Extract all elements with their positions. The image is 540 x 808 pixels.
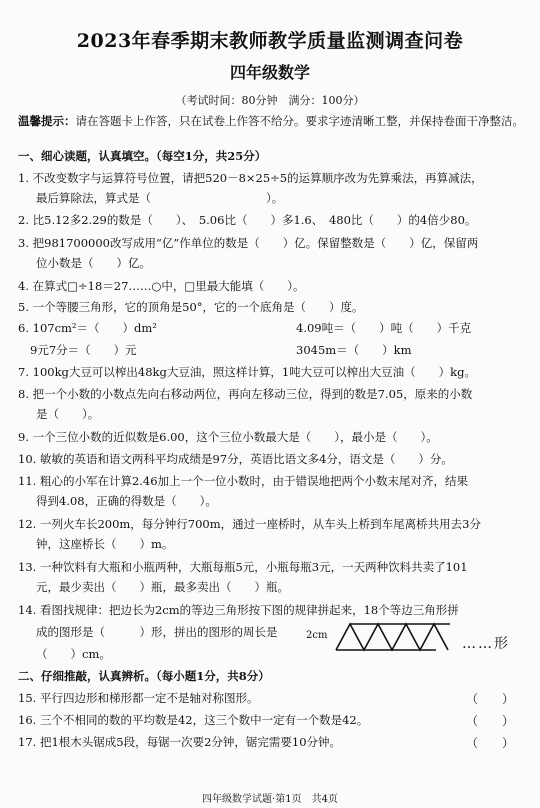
tip-paragraph <box>18 113 524 130</box>
q1-line2: 最后算除法，算式是（ ）。 <box>36 191 284 205</box>
q14-line3: （ ）cm。 <box>36 647 111 661</box>
q5: 5. 一个等腰三角形，它的顶角是50°，它的一个底角是（ ）度。 <box>18 300 364 314</box>
page-footer: 四年级数学试题·第1页 共4页 <box>202 794 338 805</box>
q1-line1: 1. 不改变数字与运算符号位置，请把520－8×25÷5的运算顺序改为先算乘法，再算减法， <box>18 171 483 185</box>
tip-text: 请在答题卡上作答，只在试卷上作答不给分。要求字迹清晰工整，并保持卷面干净整洁。 <box>75 114 524 128</box>
tip-label: 温馨提示： <box>18 114 76 128</box>
q6-a: 6. 107cm²＝（ ）dm² <box>18 321 157 335</box>
q17-answer-blank[interactable]: （ ） <box>465 736 514 750</box>
q3-line1: 3. 把981700000改写成用“亿”作单位的数是（ ）亿。保留整数是（ ）亿，保留两 <box>18 236 479 250</box>
q6-b: 4.09吨＝（ ）吨（ ）千克 <box>296 321 472 335</box>
q4: 4. 在算式□÷18＝27……○中，□里最大能填（ ）。 <box>18 279 305 293</box>
q9: 9. 一个三位小数的近似数是6.00，这个三位小数最大是（ ），最小是（ ）。 <box>18 430 438 444</box>
q12-line2: 钟，这座桥长（ ）m。 <box>36 537 174 551</box>
q8-line1: 8. 把一个小数的小数点先向右移动两位，再向左移动三位，得到的数是7.05，原来的小数 <box>18 387 473 401</box>
q8-line2: 是（ ）。 <box>36 407 100 421</box>
section1-title: 一、细心读题，认真填空。（每空1分，共25分） <box>18 149 267 163</box>
q7: 7. 100kg大豆可以榨出48kg大豆油，照这样计算，1吨大豆可以榨出大豆油（ ）kg。 <box>18 365 477 379</box>
q6-c: 9元7分＝（ ）元 <box>30 343 137 357</box>
q6-d: 3045m＝（ ）km <box>296 343 412 357</box>
q16: 16. 三个不相同的数的平均数是42，这三个数中一定有一个数是42。 <box>18 713 369 727</box>
q13-line2: 元，最少卖出（ ）瓶，最多卖出（ ）瓶。 <box>36 580 289 594</box>
exam-title: 2023年春季期末教师教学质量监测调查问卷 <box>76 30 464 52</box>
q16-answer-blank[interactable]: （ ） <box>465 714 514 728</box>
q15-answer-blank[interactable]: （ ） <box>465 692 514 706</box>
exam-info: （考试时间：80分钟 满分：100分） <box>175 94 365 107</box>
q11-line2: 得到4.08，正确的得数是（ ）。 <box>36 494 217 508</box>
section2-title: 二、仔细推敲，认真辨析。（每小题1分，共8分） <box>18 669 270 683</box>
triangle-strip-figure <box>306 620 456 654</box>
q11-line1: 11. 粗心的小军在计算2.46加上一个一位小数时，由于错误地把两个小数末尾对齐，结果 <box>18 474 469 488</box>
q17: 17. 把1根木头锯成5段，每锯一次要2分钟，锯完需要10分钟。 <box>18 735 342 749</box>
exam-subtitle: 四年级数学 <box>229 63 310 82</box>
q13-line1: 13. 一种饮料有大瓶和小瓶两种，大瓶每瓶5元，小瓶每瓶3元，一天两种饮料共卖了101 <box>18 560 468 574</box>
q14-line2: 成的图形是（ ）形，拼出的图形的周长是 <box>36 625 278 639</box>
q12-line1: 12. 一列火车长200m，每分钟行700m，通过一座桥时，从车头上桥到车尾离桥共用去3分 <box>18 517 481 531</box>
triangle-side-label: 2cm <box>306 630 328 641</box>
q3-line2: 位小数是（ ）亿。 <box>36 256 151 270</box>
q14-line1: 14. 看图找规律：把边长为2cm的等边三角形按下图的规律拼起来，18个等边三角形拼 <box>18 603 459 617</box>
q2: 2. 比5.12多2.29的数是（ ）、 5.06比（ ）多1.6、 480比（ ）的4倍少80。 <box>18 213 477 227</box>
pattern-continues-dots: ……形 <box>462 636 510 652</box>
q10: 10. 敏敏的英语和语文两科平均成绩是97分，英语比语文多4分，语文是（ ）分。 <box>18 452 453 466</box>
q15: 15. 平行四边形和梯形都一定不是轴对称图形。 <box>18 691 259 705</box>
